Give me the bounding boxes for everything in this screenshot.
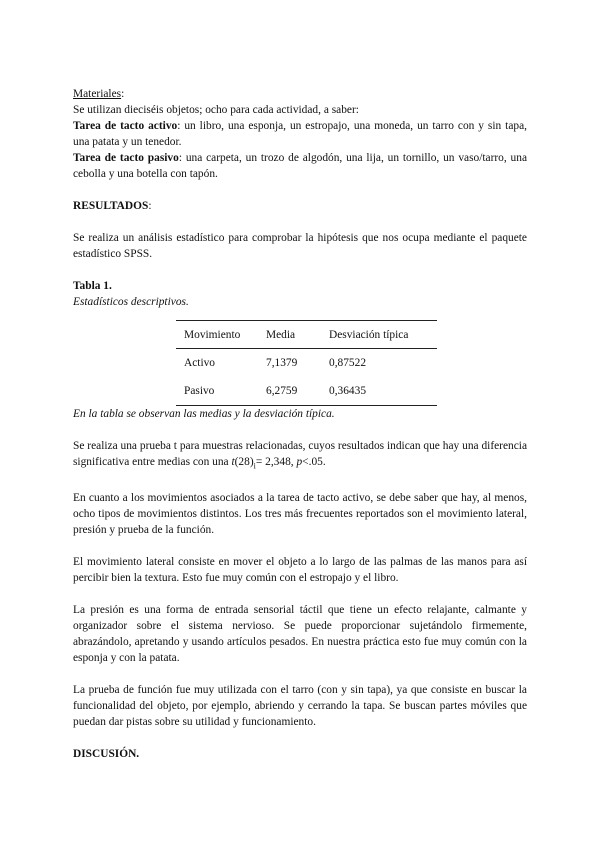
lateral-paragraph: El movimiento lateral consiste en mover el objeto a lo largo de las palmas de las manos para así percibir bien la textura. Esto fue muy común con el estropajo y el libro. bbox=[73, 556, 527, 585]
materiales-title bbox=[73, 86, 527, 102]
ttest-p-symbol: p bbox=[296, 456, 303, 468]
table-cell: Activo bbox=[184, 357, 216, 369]
table-header-cell: Desviación típica bbox=[321, 321, 437, 349]
ttest-df: (28) bbox=[234, 456, 254, 468]
resultados-heading-text: RESULTADOS bbox=[73, 200, 149, 212]
ttest-p-value: <.05. bbox=[302, 456, 326, 468]
activo-label: Tarea de tacto activo bbox=[73, 120, 178, 132]
presion-paragraph: La presión es una forma de entrada sensorial táctil que tiene un efecto relajante, calmante y organizador sobre el sistema nervioso. Se puede proporcionar sujetándolo firmemente, abrazándolo, apretando y usando artículos pesados. En nuestra práctica esto fue muy común con la esponja y con la patata. bbox=[73, 604, 527, 665]
table-row bbox=[176, 377, 437, 406]
table-cell: 0,87522 bbox=[329, 357, 367, 369]
resultados-heading-colon: : bbox=[148, 200, 152, 212]
descriptive-stats-table bbox=[176, 320, 437, 406]
funcion-paragraph: La prueba de función fue muy utilizada con el tarro (con y sin tapa), ya que consiste en buscar la funcionalidad del objeto, por ejemplo, abriendo y cerrando la tapa. Se buscan partes móviles que puedan dar pistas sobre su utilidad y funcionamiento. bbox=[73, 684, 527, 729]
ttest-subscript: i bbox=[253, 461, 256, 471]
table-cell: 0,36435 bbox=[329, 385, 367, 397]
table-row bbox=[176, 349, 437, 378]
ttest-value: = 2,348, bbox=[255, 456, 297, 468]
ttest-t-symbol: t bbox=[231, 456, 235, 468]
table-header-row bbox=[176, 321, 437, 349]
table-note: En la tabla se observan las medias y la desviación típica. bbox=[73, 408, 335, 420]
movimientos-paragraph: En cuanto a los movimientos asociados a la tarea de tacto activo, se debe saber que hay, al menos, ocho tipos de movimientos distintos. Los tres más frecuentes reportados son el movimiento lateral, presión y prueba de la función. bbox=[73, 492, 527, 537]
table-label: Tabla 1. bbox=[73, 280, 112, 292]
table-title: Estadísticos descriptivos. bbox=[73, 296, 189, 308]
ttest-paragraph bbox=[73, 438, 527, 474]
materiales-title-text: Materiales bbox=[73, 88, 122, 100]
pasivo-label: Tarea de tacto pasivo bbox=[73, 152, 179, 164]
discusion-heading: DISCUSIÓN. bbox=[73, 748, 140, 761]
table-header-cell: Media bbox=[258, 321, 321, 349]
pasivo-text: : una carpeta, un trozo de algodón, una lija, un tornillo, un vaso/tarro, una cebolla y una botella con tapón. bbox=[73, 152, 527, 180]
materiales-pasivo bbox=[73, 150, 527, 182]
ttest-text: Se realiza una prueba t para muestras relacionadas, cuyos resultados indican que hay una diferencia significativa entre medias con una bbox=[73, 440, 527, 468]
activo-text: : un libro, una esponja, un estropajo, una moneda, un tarro con y sin tapa, una patata y un tenedor. bbox=[73, 120, 527, 148]
table-cell: 6,2759 bbox=[266, 385, 298, 397]
table-cell: Pasivo bbox=[184, 385, 215, 397]
materiales-activo bbox=[73, 118, 527, 150]
table-cell: 7,1379 bbox=[266, 357, 298, 369]
document-page bbox=[73, 86, 527, 762]
table-header-cell: Movimiento bbox=[176, 321, 258, 349]
materiales-title-colon: : bbox=[121, 88, 125, 100]
resultados-intro: Se realiza un análisis estadístico para comprobar la hipótesis que nos ocupa mediante el paquete estadístico SPSS. bbox=[73, 232, 527, 260]
materiales-intro: Se utilizan dieciséis objetos; ocho para cada actividad, a saber: bbox=[73, 104, 359, 116]
resultados-heading bbox=[73, 198, 527, 214]
